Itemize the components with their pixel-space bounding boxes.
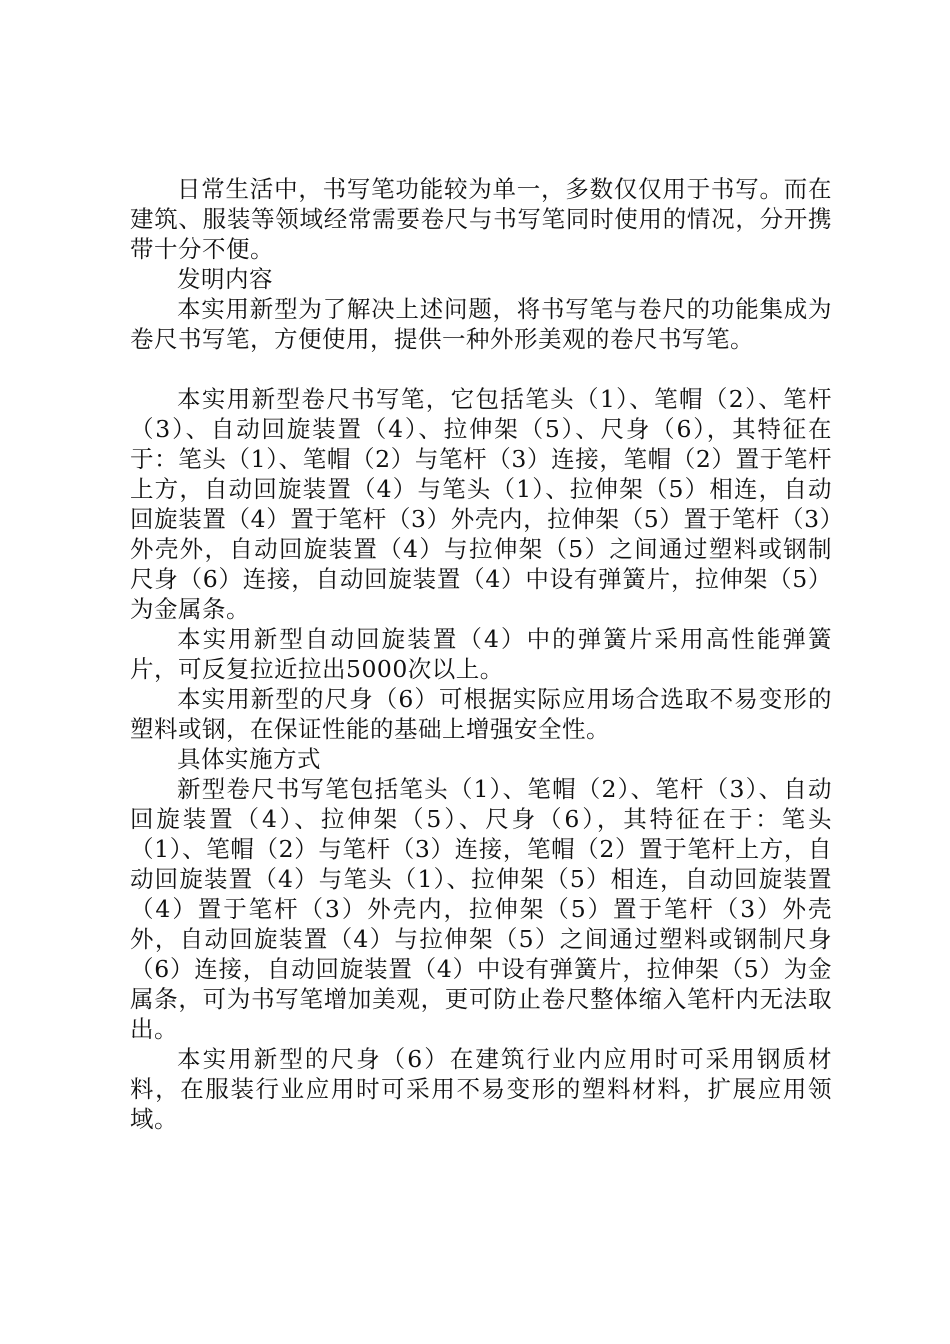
blank-line bbox=[130, 354, 832, 384]
embodiment-paragraph: 新型卷尺书写笔包括笔头（1）、笔帽（2）、笔杆（3）、自动回旋装置（4）、拉伸架（5）、尺身（6），其特征在于：笔头（1）、笔帽（2）与笔杆（3）连接，笔帽（2）置于笔杆上方，自动回旋装置（4）与笔头（1）、拉伸架（5）相连，自动回旋装置（4）置于笔杆（3）外壳内，拉伸架（5）置于笔杆（3）外壳外，自动回旋装置（4）与拉伸架（5）之间通过塑料或钢制尺身（6）连接，自动回旋装置（4）中设有弹簧片，拉伸架（5）为金属条，可为书写笔增加美观，更可防止卷尺整体缩入笔杆内无法取出。 bbox=[130, 775, 832, 1043]
application-paragraph: 本实用新型的尺身（6）在建筑行业内应用时可采用钢质材料，在服装行业应用时可采用不易变形的塑料材料，扩展应用领域。 bbox=[130, 1045, 832, 1133]
ruler-material-paragraph: 本实用新型的尺身（6）可根据实际应用场合选取不易变形的塑料或钢，在保证性能的基础上增强安全性。 bbox=[130, 685, 832, 743]
spring-paragraph: 本实用新型自动回旋装置（4）中的弹簧片采用高性能弹簧片，可反复拉近拉出5000次以上。 bbox=[130, 625, 832, 683]
section-heading-embodiment: 具体实施方式 bbox=[177, 745, 321, 773]
summary-paragraph: 本实用新型为了解决上述问题，将书写笔与卷尺的功能集成为卷尺书写笔，方便使用，提供一种外形美观的卷尺书写笔。 bbox=[130, 295, 832, 353]
background-paragraph: 日常生活中，书写笔功能较为单一，多数仅仅用于书写。而在建筑、服装等领域经常需要卷尺与书写笔同时使用的情况，分开携带十分不便。 bbox=[130, 175, 832, 263]
structure-paragraph: 本实用新型卷尺书写笔，它包括笔头（1）、笔帽（2）、笔杆（3）、自动回旋装置（4）、拉伸架（5）、尺身（6），其特征在于：笔头（1）、笔帽（2）与笔杆（3）连接，笔帽（2）置于笔杆上方，自动回旋装置（4）与笔头（1）、拉伸架（5）相连，自动回旋装置（4）置于笔杆（3）外壳内，拉伸架（5）置于笔杆（3）外壳外，自动回旋装置（4）与拉伸架（5）之间通过塑料或钢制尺身（6）连接，自动回旋装置（4）中设有弹簧片，拉伸架（5）为金属条。 bbox=[130, 385, 832, 623]
section-heading-summary: 发明内容 bbox=[177, 265, 273, 293]
document-body bbox=[130, 174, 832, 1134]
